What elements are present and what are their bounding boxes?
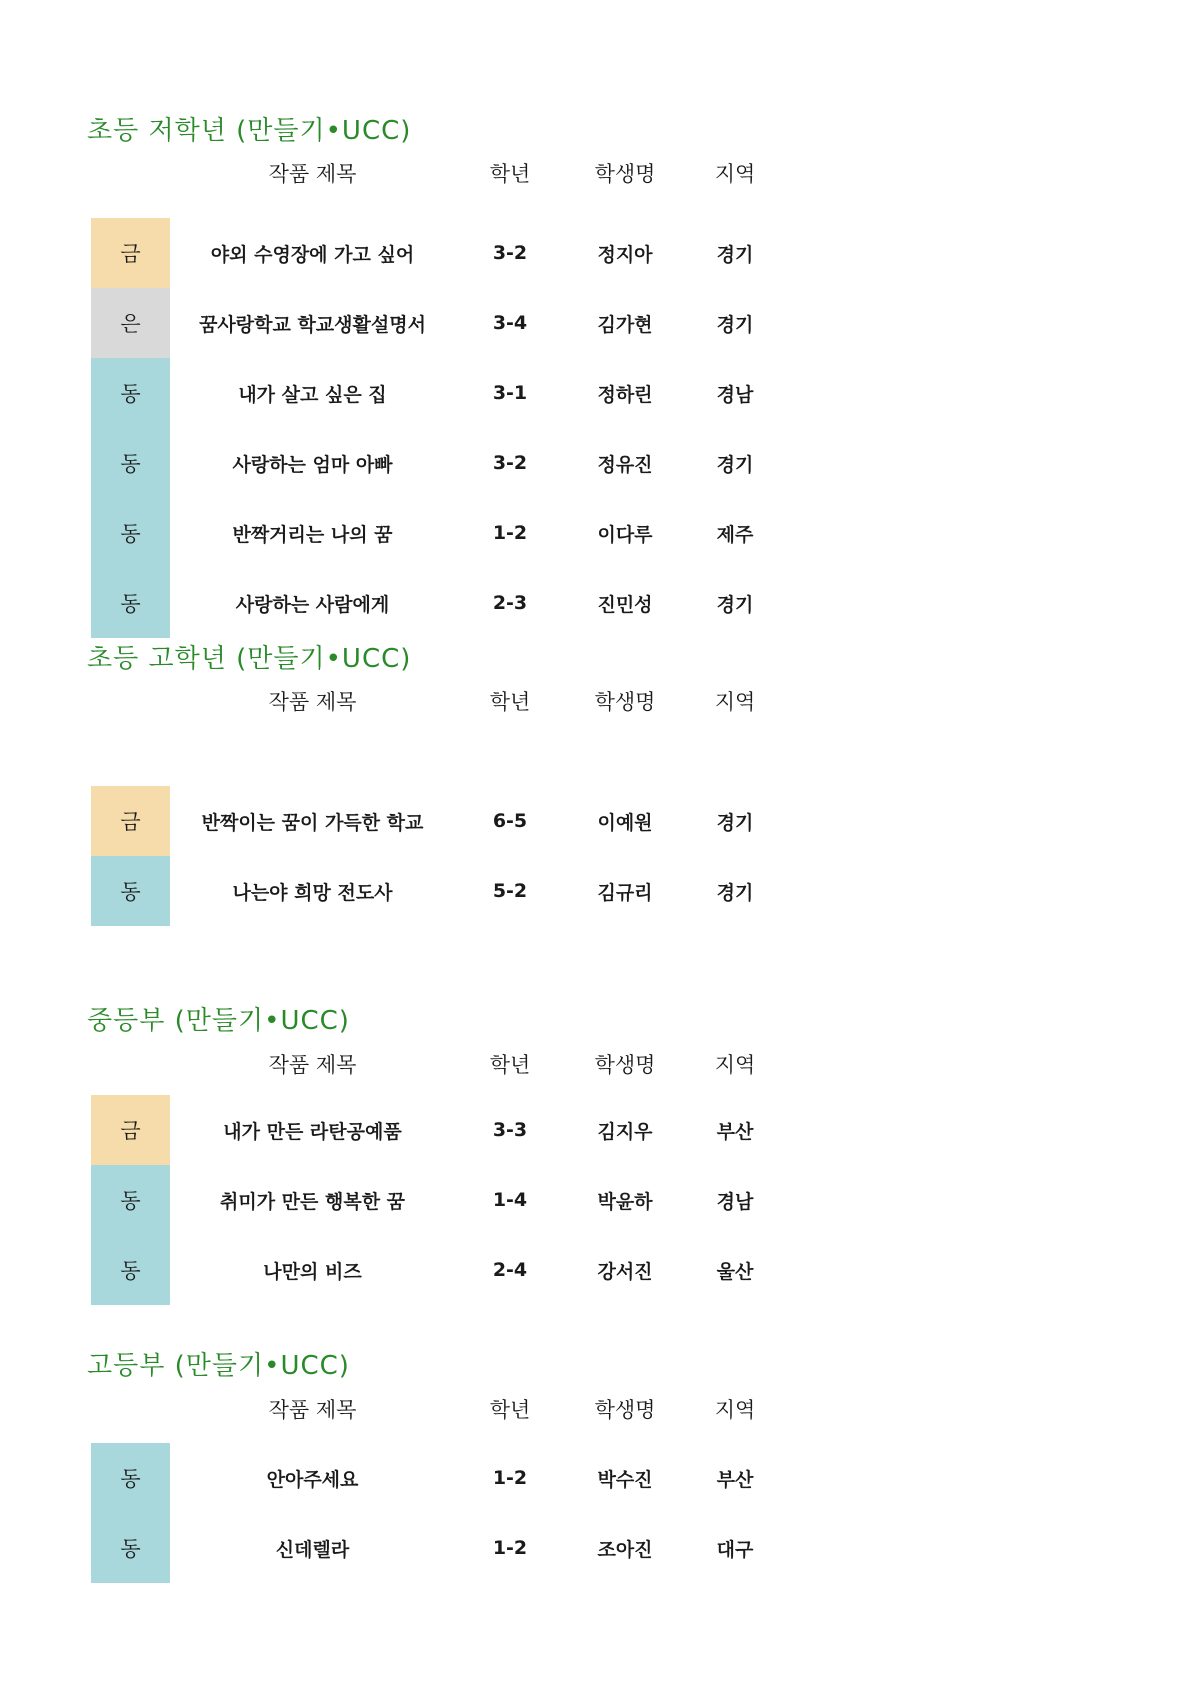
header-name: 학생명	[594, 690, 656, 714]
student-name: 이다루	[597, 523, 653, 546]
student-name: 정하린	[597, 383, 653, 406]
table-row	[0, 1235, 1200, 1305]
section-title: 중등부 (만들기•UCC)	[87, 1006, 350, 1036]
region: 경남	[716, 383, 754, 406]
region: 대구	[716, 1538, 754, 1561]
work-title: 신데렐라	[275, 1538, 350, 1561]
award-badge: 동	[91, 1165, 170, 1235]
grade: 3-4	[492, 312, 528, 334]
table-row	[0, 568, 1200, 638]
grade: 2-3	[492, 592, 528, 614]
student-name: 이예원	[597, 811, 653, 834]
student-name: 김가현	[597, 313, 653, 336]
student-name: 조아진	[597, 1538, 653, 1561]
award-badge: 동	[91, 498, 170, 568]
header-title: 작품 제목	[268, 1398, 357, 1422]
region: 부산	[716, 1120, 754, 1143]
award-badge: 동	[91, 1235, 170, 1305]
header-grade: 학년	[489, 690, 531, 714]
region: 제주	[716, 523, 754, 546]
award-badge: 은	[91, 288, 170, 358]
header-grade: 학년	[489, 162, 531, 186]
award-badge: 동	[91, 1443, 170, 1513]
section-title: 고등부 (만들기•UCC)	[87, 1351, 350, 1381]
table-header	[0, 1394, 1200, 1434]
student-name: 박수진	[597, 1468, 653, 1491]
student-name: 김규리	[597, 881, 653, 904]
region: 울산	[716, 1260, 754, 1283]
header-grade: 학년	[489, 1053, 531, 1077]
region: 경기	[716, 453, 754, 476]
table-row	[0, 1165, 1200, 1235]
grade: 1-2	[492, 522, 528, 544]
award-badge: 동	[91, 1513, 170, 1583]
table-row	[0, 428, 1200, 498]
table-header	[0, 686, 1200, 726]
header-region: 지역	[714, 1053, 756, 1077]
work-title: 꿈사랑학교 학교생활설명서	[199, 313, 426, 336]
header-region: 지역	[714, 690, 756, 714]
student-name: 정지아	[597, 243, 653, 266]
work-title: 취미가 만든 행복한 꿈	[219, 1190, 406, 1213]
table-row	[0, 786, 1200, 856]
award-badge: 동	[91, 856, 170, 926]
table-row	[0, 1095, 1200, 1165]
grade: 2-4	[492, 1259, 528, 1281]
section-title: 초등 저학년 (만들기•UCC)	[87, 116, 412, 146]
work-title: 나는야 희망 전도사	[232, 881, 393, 904]
table-row	[0, 358, 1200, 428]
award-badge: 동	[91, 428, 170, 498]
header-title: 작품 제목	[268, 162, 357, 186]
grade: 3-2	[492, 452, 528, 474]
work-title: 반짝거리는 나의 꿈	[232, 523, 393, 546]
header-region: 지역	[714, 162, 756, 186]
table-row	[0, 218, 1200, 288]
table-row	[0, 498, 1200, 568]
region: 경기	[716, 811, 754, 834]
work-title: 사랑하는 엄마 아빠	[232, 453, 393, 476]
work-title: 야외 수영장에 가고 싶어	[210, 243, 415, 266]
grade: 1-2	[492, 1467, 528, 1489]
table-row	[0, 856, 1200, 926]
work-title: 반짝이는 꿈이 가득한 학교	[201, 811, 424, 834]
student-name: 정유진	[597, 453, 653, 476]
student-name: 진민성	[597, 593, 653, 616]
header-name: 학생명	[594, 1053, 656, 1077]
award-badge: 금	[91, 1095, 170, 1165]
grade: 6-5	[492, 810, 528, 832]
award-badge: 동	[91, 358, 170, 428]
header-title: 작품 제목	[268, 1053, 357, 1077]
table-header	[0, 1049, 1200, 1089]
award-badge: 금	[91, 218, 170, 288]
grade: 5-2	[492, 880, 528, 902]
region: 부산	[716, 1468, 754, 1491]
award-badge: 금	[91, 786, 170, 856]
header-grade: 학년	[489, 1398, 531, 1422]
award-badge: 동	[91, 568, 170, 638]
grade: 1-4	[492, 1189, 528, 1211]
region: 경기	[716, 313, 754, 336]
region: 경기	[716, 593, 754, 616]
grade: 3-1	[492, 382, 528, 404]
grade: 3-3	[492, 1119, 528, 1141]
table-row	[0, 288, 1200, 358]
work-title: 안아주세요	[266, 1468, 359, 1491]
table-header	[0, 158, 1200, 198]
student-name: 강서진	[597, 1260, 653, 1283]
table-row	[0, 1443, 1200, 1513]
header-title: 작품 제목	[268, 690, 357, 714]
header-name: 학생명	[594, 1398, 656, 1422]
table-row	[0, 1513, 1200, 1583]
work-title: 사랑하는 사람에게	[235, 593, 390, 616]
grade: 1-2	[492, 1537, 528, 1559]
section-title: 초등 고학년 (만들기•UCC)	[87, 644, 412, 674]
header-name: 학생명	[594, 162, 656, 186]
header-region: 지역	[714, 1398, 756, 1422]
work-title: 내가 만든 라탄공예품	[223, 1120, 402, 1143]
grade: 3-2	[492, 242, 528, 264]
student-name: 박윤하	[597, 1190, 653, 1213]
student-name: 김지우	[597, 1120, 653, 1143]
region: 경기	[716, 881, 754, 904]
region: 경기	[716, 243, 754, 266]
work-title: 나만의 비즈	[263, 1260, 362, 1283]
region: 경남	[716, 1190, 754, 1213]
work-title: 내가 살고 싶은 집	[238, 383, 387, 406]
